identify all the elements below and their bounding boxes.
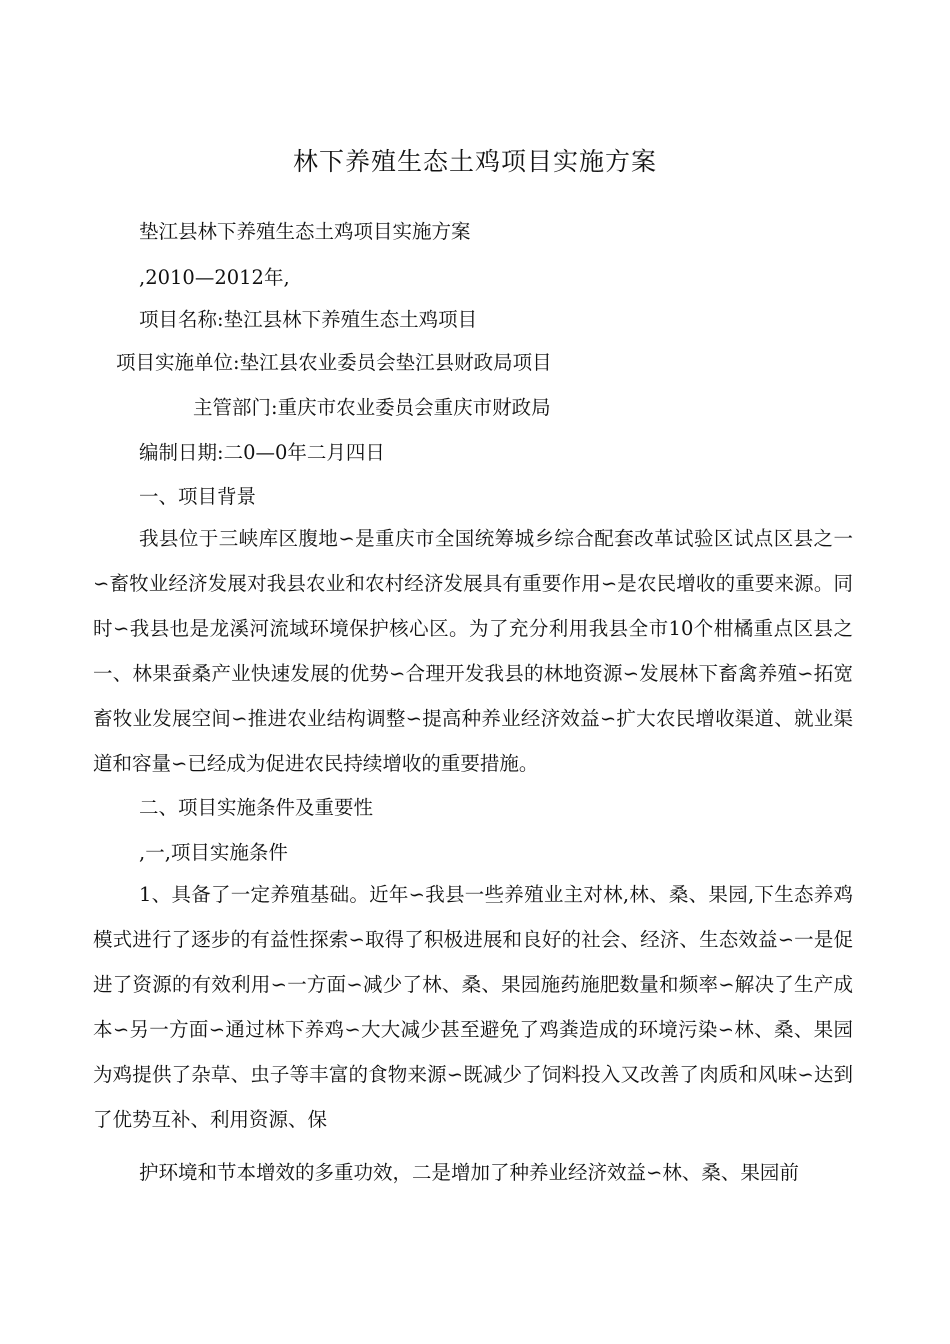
implementing-unit: 项目实施单位:垫江县农业委员会垫江县财政局项目 [116,351,552,374]
section-heading-conditions: 二、项目实施条件及重要性 [139,796,374,819]
page-title: 林下养殖生态土鸡项目实施方案 [292,147,657,176]
continuation-line: 护环境和节本增效的多重功效，二是增加了种养业经济效益∽林、桑、果园前 [139,1161,799,1184]
background-paragraph: 我县位于三峡库区腹地∽是重庆市全国统筹城乡综合配套改革试验区试点区县之一∽畜牧业经济发展对我县农业和农村经济发展具有重要作用∽是农民增收的重要来源。同时∽我县也是龙溪河流域环境保护核心区。为了充分利用我县全市10个柑橘重点区县之一、林果蚕桑产业快速发展的优势∽合理开发我县的林地资源∽发展林下畜禽养殖∽拓宽畜牧业发展空间∽推进农业结构调整∽提高种养业经济效益∽扩大农民增收渠道、就业渠道和容量∽已经成为促进农民持续增收的重要措施。 [93,527,853,775]
document-subtitle: 垫江县林下养殖生态土鸡项目实施方案 [139,220,471,243]
project-name: 项目名称:垫江县林下养殖生态土鸡项目 [139,308,478,331]
item-1-paragraph: 1、具备了一定养殖基础。近年∽我县一些养殖业主对林,林、桑、果园,下生态养鸡模式进行了逐步的有益性探索∽取得了积极进展和良好的社会、经济、生态效益∽一是促进了资源的有效利用∽一方面∽减少了林、桑、果园施药施肥数量和频率∽解决了生产成本∽另一方面∽通过林下养鸡∽大大减少甚至避免了鸡粪造成的环境污染∽林、桑、果园为鸡提供了杂草、虫子等丰富的食物来源∽既减少了饲料投入又改善了肉质和风味∽达到了优势互补、利用资源、保 [93,883,853,1131]
supervising-department: 主管部门:重庆市农业委员会重庆市财政局 [193,396,551,419]
subsection-heading-conditions: ,一,项目实施条件 [139,841,288,864]
compile-date: 编制日期:二0—0年二月四日 [139,441,385,464]
project-years: ,2010—2012年, [139,266,290,289]
section-heading-background: 一、项目背景 [139,485,257,508]
